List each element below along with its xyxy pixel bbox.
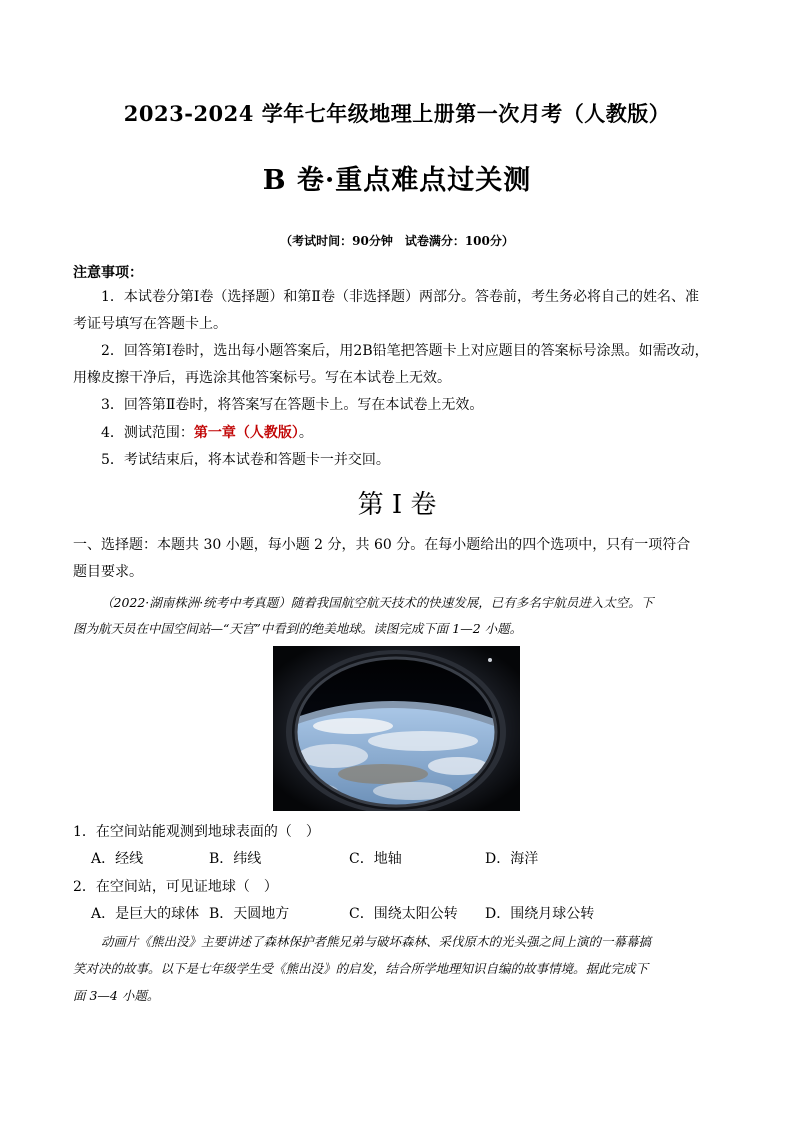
- passage-1-line-2: 图为航天员在中国空间站—“天宫”中看到的绝美地球。读图完成下面 1—2 小题。: [73, 621, 523, 636]
- question-1-option-d[interactable]: D．海洋: [485, 851, 539, 867]
- section-title: 第 I 卷: [357, 490, 437, 520]
- note-4-scope: 第一章（人教版）: [193, 425, 299, 441]
- section-instruction-line-2: 题目要求。: [73, 564, 143, 580]
- note-1-line-1: 1．本试卷分第Ⅰ卷（选择题）和第Ⅱ卷（非选择题）两部分。答卷前，考生务必将自己的姓名、准: [101, 289, 699, 305]
- question-2-option-a[interactable]: A．是巨大的球体: [91, 906, 200, 922]
- passage-2-line-2: 笑对决的故事。以下是七年级学生受《熊出没》的启发，结合所学地理知识自编的故事情境。据此完成下: [73, 961, 649, 976]
- question-2-stem: 2．在空间站，可见证地球（ ）: [73, 879, 278, 895]
- question-2-option-b[interactable]: B．天圆地方: [209, 906, 290, 922]
- note-4-end: 。: [298, 425, 313, 441]
- note-1-line-2: 考证号填写在答题卡上。: [73, 316, 227, 332]
- note-2-line-2: 用橡皮擦干净后，再选涂其他答案标号。写在本试卷上无效。: [73, 370, 451, 386]
- note-2-line-1: 2．回答第Ⅰ卷时，选出每小题答案后，用2B铅笔把答题卡上对应题目的答案标号涂黑。如需改动，: [101, 343, 709, 359]
- question-2-option-c[interactable]: C．围绕太阳公转: [349, 906, 458, 922]
- section-instruction-line-1: 一、选择题：本题共 30 小题，每小题 2 分，共 60 分。在每小题给出的四个选项中，只有一项符合: [73, 537, 691, 553]
- note-5: 5．考试结束后，将本试卷和答题卡一并交回。: [101, 452, 390, 468]
- question-1-option-c[interactable]: C．地轴: [349, 851, 402, 867]
- passage-2-line-1: 动画片《熊出没》主要讲述了森林保护者熊兄弟与破坏森林、采伐原木的光头强之间上演的一幕幕搞: [101, 934, 652, 949]
- note-4-label: 4．测试范围：: [101, 425, 194, 441]
- note-3: 3．回答第Ⅱ卷时，将答案写在答题卡上。写在本试卷上无效。: [101, 397, 484, 413]
- question-1-option-b[interactable]: B．纬线: [209, 851, 262, 867]
- earth-from-station-photo: [273, 646, 520, 811]
- exam-subtitle: B 卷·重点难点过关测: [262, 165, 532, 196]
- passage-1-line-1: （2022·湖南株洲·统考中考真题）随着我国航空航天技术的快速发展，已有多名宇航员进入太空。下: [101, 595, 654, 610]
- question-1-option-a[interactable]: A．经线: [91, 851, 144, 867]
- question-1-stem: 1．在空间站能观测到地球表面的（ ）: [73, 824, 320, 840]
- question-2-option-d[interactable]: D．围绕月球公转: [485, 906, 595, 922]
- exam-title: 2023-2024 学年七年级地理上册第一次月考（人教版）: [123, 101, 671, 126]
- note-4: [101, 423, 313, 443]
- exam-info: （考试时间：90分钟 试卷满分：100分）: [280, 234, 514, 248]
- passage-2-line-3: 面 3—4 小题。: [73, 988, 160, 1003]
- notes-heading: 注意事项：: [73, 265, 143, 281]
